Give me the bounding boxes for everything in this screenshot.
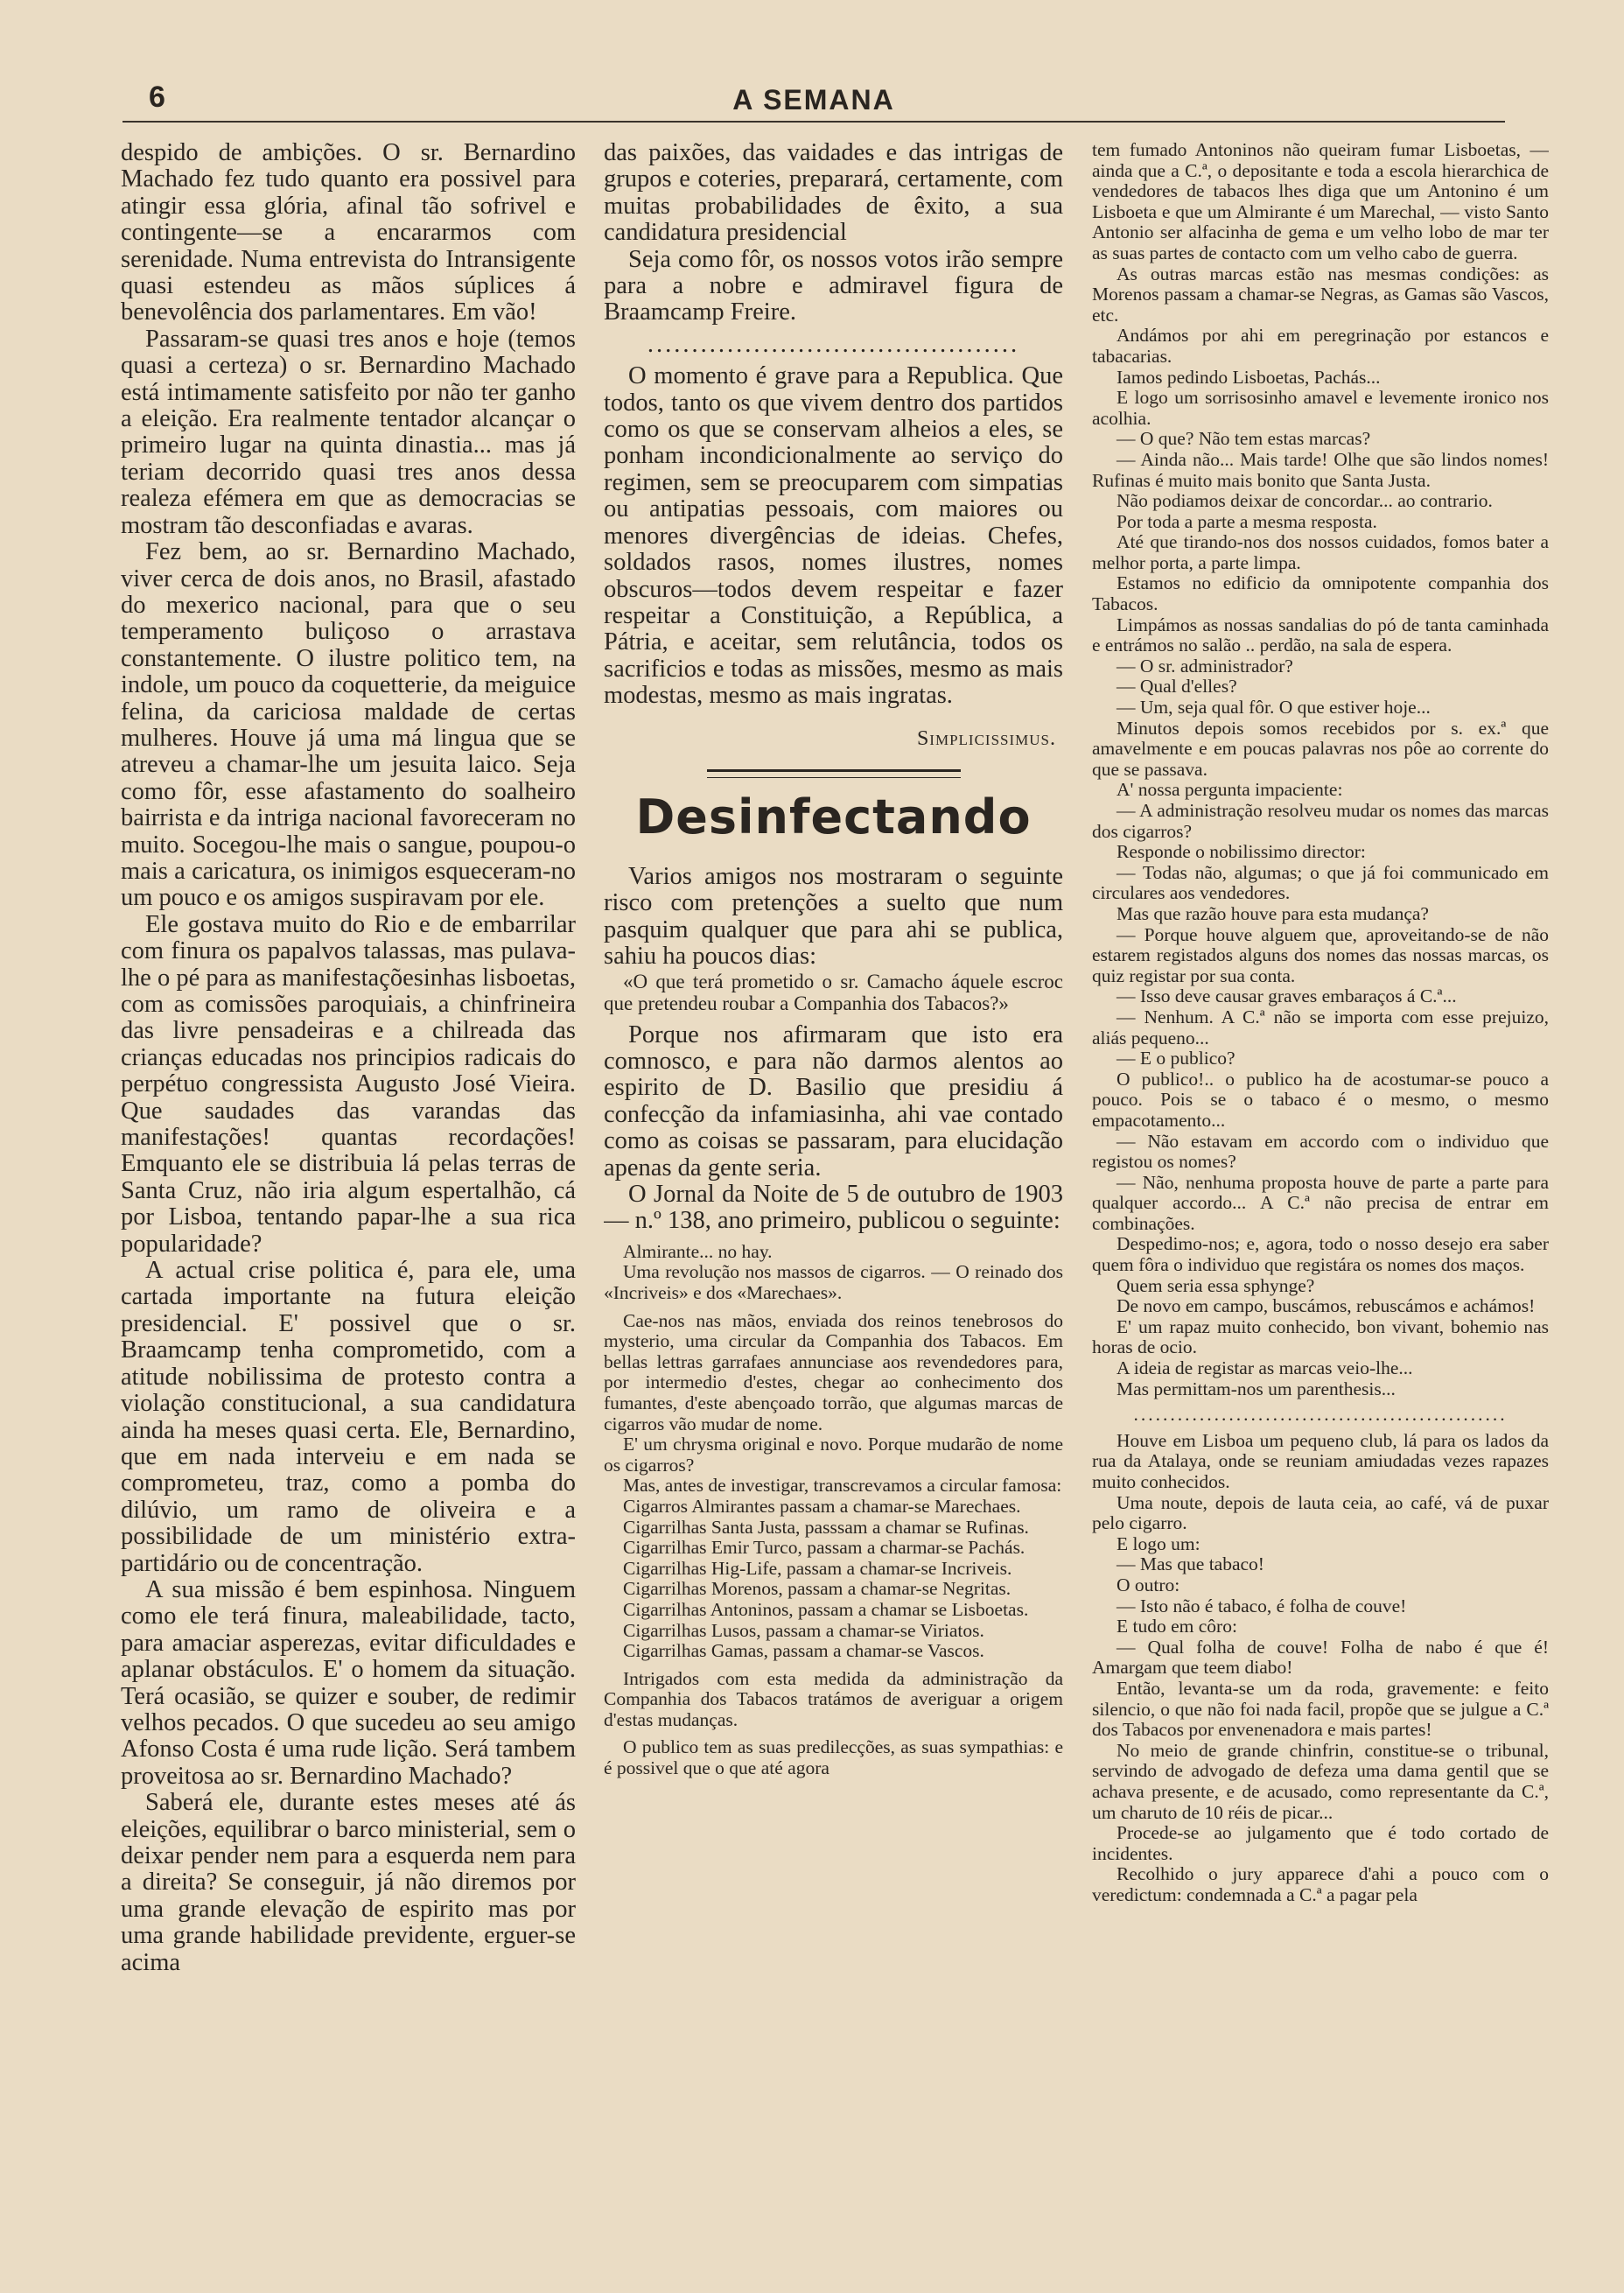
- paragraph: Porque nos afirmaram que isto era comnosco, e para não darmos alentos ao espirito de D. Basilio que presidiu á confecção da infamiasinha, ahi vae contado como as coisas se passaram, para elucidação apenas da gente seria.: [604, 1020, 1063, 1182]
- paragraph: As outras marcas estão nas mesmas condições: as Morenos passam a chamar-se Negras, as Gamas são Vascos, etc.: [1092, 263, 1549, 326]
- paragraph: — Porque houve alguem que, aproveitando-se de não estarem registados alguns dos nomes das nossas marcas, os quiz registar por sua conta.: [1092, 923, 1549, 986]
- paragraph: Despedimo-nos; e, agora, todo o nosso desejo era saber quem fôra o individuo que registára os nomes dos maços.: [1092, 1233, 1549, 1276]
- paragraph: — Qual d'elles?: [1116, 676, 1237, 698]
- paragraph: Almirante... no hay.: [623, 1240, 773, 1262]
- paragraph: Minutos depois somos recebidos por s. ex.ª que amavelmente e em poucas palavras nos pôe ao corrente do que se passava.: [1092, 717, 1549, 780]
- paragraph: Estamos no edificio da omnipotente companhia dos Tabacos.: [1092, 572, 1549, 615]
- paragraph: — O que? Não tem estas marcas?: [1116, 428, 1371, 450]
- paragraph: — E o publico?: [1116, 1048, 1236, 1069]
- list-item: Cigarrilhas Morenos, passam a chamar-se Negritas.: [623, 1578, 1012, 1600]
- paragraph: Mas, antes de investigar, transcrevamos a circular famosa:: [623, 1475, 1062, 1497]
- paragraph: De novo em campo, buscámos, rebuscámos e achámos!: [1116, 1295, 1536, 1317]
- list-item: Cigarrilhas Antoninos, passam a chamar se Lisboetas.: [623, 1598, 1029, 1620]
- paragraph: Recolhido o jury apparece d'ahi a pouco com o veredictum: condemnada a C.ª a pagar pela: [1092, 1863, 1549, 1905]
- page-number: 6: [149, 81, 165, 114]
- paragraph: Até que tirando-nos dos nossos cuidados, fomos bater a melhor porta, a parte limpa.: [1092, 531, 1549, 573]
- paragraph: Mas que razão houve para esta mudança?: [1116, 902, 1429, 924]
- paragraph: Seja como fôr, os nossos votos irão sempre para a nobre e admiravel figura de Braamcamp Freire.: [604, 245, 1063, 326]
- quote: «O que terá prometido o sr. Camacho áquele escroc que pretendeu roubar a Companhia dos Tabacos?»: [604, 970, 1063, 1015]
- paragraph: — O sr. administrador?: [1116, 655, 1293, 677]
- list-item: Cigarros Almirantes passam a chamar-se Marechaes.: [623, 1495, 1021, 1517]
- paragraph: Passaram-se quasi tres anos e hoje (temos quasi a certeza) o sr. Bernardino Machado está intimamente satisfeito por não ter ganho a eleição. Era realmente tentador alcançar o primeiro lugar na quinta dinastia... mas já teriam decorrido quasi tres anos dessa realeza efémera em que as democracias se mostram tão desconfiadas e avaras.: [121, 325, 576, 539]
- paragraph: Quem seria essa sphynge?: [1116, 1274, 1315, 1296]
- paragraph: — Nenhum. A C.ª não se importa com esse prejuizo, aliás pequeno...: [1092, 1006, 1549, 1048]
- paragraph: — Mas que tabaco!: [1116, 1553, 1264, 1575]
- paragraph: Não podiamos deixar de concordar... ao contrario.: [1116, 490, 1493, 512]
- list-item: Cigarrilhas Emir Turco, passam a charmar-se Pachás.: [623, 1537, 1026, 1559]
- paragraph: O publico tem as suas predilecções, as suas sympathias: e é possivel que o que até agora: [604, 1736, 1063, 1779]
- paragraph: E logo um sorrisosinho amavel e levemente ironico nos acolhia.: [1092, 387, 1549, 429]
- paragraph: Uma noute, depois de lauta ceia, ao café, vá de puxar pelo cigarro.: [1092, 1491, 1549, 1534]
- paragraph: E tudo em côro:: [1116, 1616, 1237, 1637]
- paragraph: Andámos por ahi em peregrinação por estancos e tabacarias.: [1092, 325, 1549, 367]
- journal-title: A SEMANA: [732, 84, 895, 116]
- paragraph: — Todas não, algumas; o que já foi communicado em circulares aos vendedores.: [1092, 861, 1549, 904]
- paragraph: O Jornal da Noite de 5 de outubro de 1903 — n.º 138, ano primeiro, publicou o seguinte:: [604, 1181, 1063, 1235]
- paragraph: Houve em Lisboa um pequeno club, lá para os lados da rua da Atalaya, onde se reuniam amiudadas vezes rapazes muito conhecidos.: [1092, 1429, 1549, 1492]
- paragraph: O publico!.. o publico ha de acostumar-se pouco a pouco. Pois se o tabaco é o mesmo, o mesmo empacotamento...: [1092, 1068, 1549, 1131]
- dotted-separator: ..........................................: [647, 330, 1020, 358]
- author-signature: Simplicissimus.: [916, 726, 1056, 750]
- paragraph: — Não estavam em accordo com o individuo que registou os nomes?: [1092, 1130, 1549, 1173]
- paragraph: Então, levanta-se um da roda, gravemente: e feito silencio, o que não foi nada facil, propõe que se julgue a C.ª dos Tabacos por envenenadora e mais partes!: [1092, 1677, 1549, 1741]
- paragraph: — Ainda não... Mais tarde! Olhe que são lindos nomes! Rufinas é muito mais bonito que Santa Justa.: [1092, 448, 1549, 491]
- list-item: Cigarrilhas Santa Justa, passsam a chamar se Rufinas.: [623, 1516, 1029, 1538]
- column-1: [121, 140, 576, 2144]
- paragraph: Varios amigos nos mostraram o seguinte risco com pretenções a suelto que num pasquim qualquer que para ahi se publica, sahiu ha poucos dias:: [604, 862, 1063, 971]
- paragraph: A ideia de registar as marcas veio-lhe...: [1116, 1357, 1413, 1379]
- paragraph: Por toda a parte a mesma resposta.: [1116, 510, 1377, 532]
- paragraph: das paixões, das vaidades e das intrigas de grupos e coteries, preparará, certamente, com muitas probabilidades de êxito, a sua candidatura presidencial: [604, 140, 1063, 247]
- quote-block: [604, 971, 1063, 1015]
- page-header: [122, 77, 1505, 123]
- paragraph: — A administração resolveu mudar os nomes das marcas dos cigarros?: [1092, 800, 1549, 842]
- paragraph: O momento é grave para a Republica. Que todos, tanto os que vivem dentro dos partidos como os que se conservam alheios a eles, se ponham incondicionalmente ao serviço do regimen, sem se preocuparem com simpatias ou antipatias pessoais, com maiores ou menores divergências de ideias. Chefes, soldados rasos, nomes ilustres, nomes obscuros—todos devem respeitar e fazer respeitar a Constituição, a República, a Pátria, e aceitar, sem relutância, todos os sacrificios e todas as missões, mesmo as mais modestas, mesmo as mais ingratas.: [604, 362, 1063, 710]
- paragraph: Mas permittam-nos um parenthesis...: [1116, 1378, 1396, 1399]
- paragraph: tem fumado Antoninos não queiram fumar Lisboetas, — ainda que a C.ª, o depositante e toda a escola hierarchica de vendedores de tabacos lhes diga que um Antonino é um Lisboeta e que um Almirante é um Marechal, — visto Santo Antonio ser alfacinha de gema e um velho lobo de mar ter as suas partes de contacto com um velho cabo de guerra.: [1092, 140, 1549, 263]
- paragraph: — Qual folha de couve! Folha de nabo é que é! Amargam que teem diabo!: [1092, 1636, 1549, 1679]
- paragraph: E logo um:: [1116, 1532, 1200, 1554]
- paragraph: A' nossa pergunta impaciente:: [1116, 779, 1343, 801]
- paragraph: A sua missão é bem espinhosa. Ninguem como ele terá finura, maleabilidade, tacto, para amaciar asperezas, evitar dificuldades e aplanar obstáculos. E' o homem da situação. Terá ocasião, se quizer e souber, de redimir velhos pecados. O que sucedeu ao seu amigo Afonso Costa é uma rude lição. Será tambem proveitosa ao sr. Bernardino Machado?: [121, 1575, 576, 1790]
- paragraph: Iamos pedindo Lisboetas, Pachás...: [1116, 366, 1381, 388]
- list-item: Cigarrilhas Gamas, passam a chamar-se Vascos.: [623, 1640, 984, 1662]
- paragraph: A actual crise politica é, para ele, uma cartada importante na futura eleição presidencial. E' possivel que o sr. Braamcamp tenha comprometido, com a atitude nobilissima de protesto contra a violação constitucional, a sua candidatura ainda ha meses quasi certa. Ele, Bernardino, que em nada interveiu e em nada se comprometeu, traz, como a pomba do dilúvio, um ramo de oliveira e a possibilidade de um ministério extra-partidário ou de concentração.: [121, 1257, 576, 1577]
- paragraph: Saberá ele, durante estes meses até ás eleições, equilibrar o barco ministerial, sem o deixar pender nem para a esquerda nem para a direita? Se conseguir, já não diremos por uma grande elevação de espirito mas por uma grande habilidade previdente, erguer-se acima: [121, 1789, 576, 1976]
- paragraph: Intrigados com esta medida da administração da Companhia dos Tabacos tratámos de averiguar a origem d'estas mudanças.: [604, 1667, 1063, 1730]
- paragraph: E' um chrysma original e novo. Porque mudarão de nome os cigarros?: [604, 1434, 1063, 1476]
- paragraph: E' um rapaz muito conhecido, bon vivant, bohemio nas horas de ocio.: [1092, 1315, 1549, 1358]
- list-item: Cigarrilhas Lusos, passam a chamar-se Viriatos.: [623, 1619, 984, 1641]
- paragraph: — Isto não é tabaco, é folha de couve!: [1116, 1595, 1407, 1616]
- paragraph: Limpámos as nossas sandalias do pó de tanta caminhada e entrámos no salão .. perdão, na sala de espera.: [1092, 614, 1549, 656]
- transcription: [604, 1242, 1063, 1779]
- paragraph: Uma revolução nos massos de cigarros. — O reinado dos «Incriveis» e dos «Marechaes».: [604, 1261, 1063, 1303]
- list-item: Cigarrilhas Hig-Life, passam a chamar-se Incriveis.: [623, 1557, 1012, 1579]
- section-rule: [707, 769, 961, 778]
- paragraph: — Não, nenhuma proposta houve de parte a parte para qualquer accordo... A C.ª não precisa de entrar em combinações.: [1092, 1171, 1549, 1234]
- paragraph: Procede-se ao julgamento que é todo cortado de incidentes.: [1092, 1822, 1549, 1864]
- paragraph: O outro:: [1116, 1574, 1180, 1595]
- column-3: [1092, 140, 1549, 2144]
- paragraph: — Um, seja qual fôr. O que estiver hoje...: [1116, 697, 1431, 719]
- paragraph: — Isso deve causar graves embaraços á C.ª...: [1116, 985, 1457, 1007]
- paragraph: No meio de grande chinfrin, constitue-se o tribunal, servindo de advogado de defeza uma dama gentil que se achava presente, e de acusado, como representante da C.ª, um charuto de 10 réis de picar...: [1092, 1739, 1549, 1823]
- paragraph: Cae-nos nas mãos, enviada dos reinos tenebrosos do mysterio, uma circular da Companhia dos Tabacos. Em bellas lettras garrafaes annunciase aos revendedores para, por intermedio d'estes, chegar ao conhecimento dos fumantes, d'este abençoado torrão, que algumas marcas de cigarros vão mudar de nome.: [604, 1309, 1063, 1434]
- section-heading: Desinfectando: [635, 789, 1032, 845]
- paragraph: Fez bem, ao sr. Bernardino Machado, viver cerca de dois anos, no Brasil, afastado do mexerico nacional, para que o seu temperamento buliçoso o arrastava constantemente. O ilustre politico tem, na indole, um pouco da coquetterie, da meiguice felina, da cariciosa maldade de certas mulheres. Houve já uma má lingua que se atreveu a chamar-lhe um jesuita laico. Seja como fôr, esse afastamento do soalheiro bairrista e da intriga nacional favoreceram no muito. Socegou-lhe mais o sangue, poupou-o mais a caricatura, os inimigos esqueceram-no um pouco e os amigos suspiravam por ele.: [121, 538, 576, 912]
- column-2: [604, 140, 1063, 2144]
- paragraph: Responde o nobilissimo director:: [1116, 841, 1366, 863]
- paragraph: Ele gostava muito do Rio e de embarrilar com finura os papalvos talassas, mas pulava-lhe o pé para as manifestaçõesinhas lisboetas, com as comissões paroquiais, a chinfrineira das livre pensadeiras e a chilreada das crianças educadas nos principios radicais do perpétuo congressista Augusto José Vieira. Que saudades das varandas das manifestações! quantas recordações! Emquanto ele se distribuia lá pelas terras de Santa Cruz, não iria algum espertalhão, cá por Lisboa, tentando papar-lhe a sua rica popularidade?: [121, 910, 576, 1258]
- circular-list: [604, 1497, 1063, 1662]
- dotted-separator: ...................................................: [1133, 1404, 1508, 1426]
- paragraph: despido de ambições. O sr. Bernardino Machado fez tudo quanto era possivel para atingir essa glória, afinal tão sofrivel e contingente—se a encararmos com serenidade. Numa entrevista do Intransigente quasi estendeu as mãos súplices á benevolência dos parlamentares. Em vão!: [121, 140, 576, 326]
